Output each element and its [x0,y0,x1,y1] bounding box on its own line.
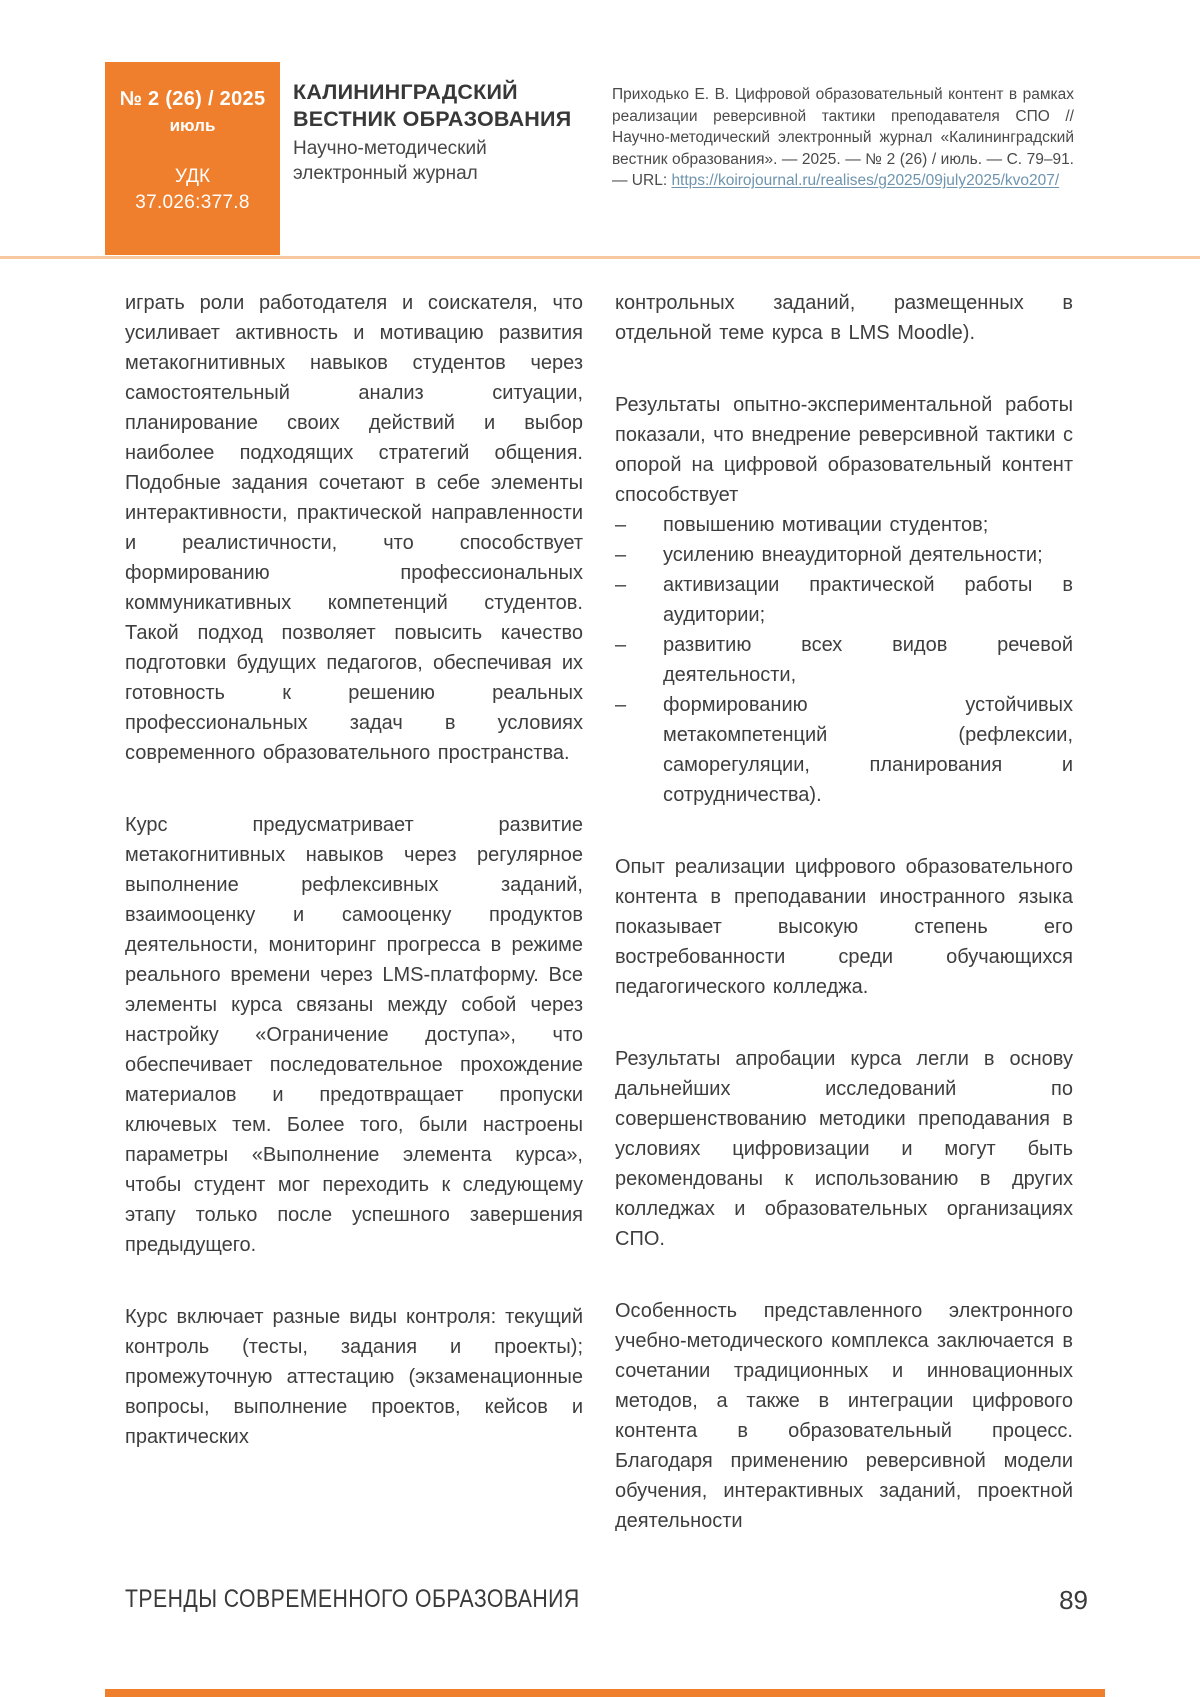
issue-number: № 2 (26) / 2025 [119,88,266,110]
journal-subtitle-line1: Научно-методический [293,138,487,159]
citation-url-link[interactable]: https://koirojournal.ru/realises/g2025/09july2025/kvo207/ [671,172,1060,189]
journal-title-line1: КАЛИНИНГРАДСКИЙ [293,80,518,104]
paragraph: Опыт реализации цифрового образовательного контента в преподавании иностранного языка показывает высокую степень его востребованности среди обучающихся педагогического колледжа. [615,856,1073,998]
dash-marker: – [615,544,627,566]
issue-box [105,62,280,255]
paragraph: Результаты апробации курса легли в основу дальнейших исследований по совершенствованию методики преподавания в условиях цифровизации и могут быть рекомендованы к использованию в других колледжах и образовательных организациях СПО. [615,1048,1073,1250]
journal-title-line2: ВЕСТНИК ОБРАЗОВАНИЯ [293,106,572,131]
header-divider [0,256,1200,259]
list-item-text: усилению внеаудиторной деятельности; [663,544,1043,566]
paragraph: Курс включает разные виды контроля: текущий контроль (тесты, задания и проекты); промежуточную аттестацию (экзаменационные вопросы, выполнение проектов, кейсов и практических [125,1306,583,1448]
paragraph: Особенность представленного электронного учебно-методического комплекса заключается в сочетании традиционных и инновационных методов, а также в интеграции цифрового контента в образовательный процесс. Благодаря применению реверсивной модели обучения, интерактивных заданий, проектной деятельности [615,1300,1073,1532]
udk-number: 37.026:377.8 [135,192,250,213]
footer-page-number: 89 [1059,1585,1088,1615]
list-item [615,690,1073,810]
footer-section-title: ТРЕНДЫ СОВРЕМЕННОГО ОБРАЗОВАНИЯ [125,1585,580,1613]
paragraph: Результаты опытно-экспериментальной работы показали, что внедрение реверсивной тактики с опорой на цифровой образовательный контент способствует [615,394,1073,506]
journal-title-block [293,79,571,186]
left-column [125,288,583,1536]
page-footer [125,1585,1088,1616]
dash-marker: – [615,694,627,716]
list-item-text: развитию всех видов речевой деятельности, [663,634,1073,686]
list-item-text: активизации практической работы в аудитории; [663,574,1073,626]
article-body [125,288,1073,1536]
dash-marker: – [615,514,627,536]
list-item [615,510,1073,540]
list-item-text: формированию устойчивых метакомпетенций (рефлексии, саморегуляции, планирования и сотрудничества). [663,694,1073,806]
list-item [615,570,1073,630]
paragraph: Курс предусматривает развитие метакогнитивных навыков через регулярное выполнение рефлексивных заданий, взаимооценку и самооценку продуктов деятельности, мониторинг прогресса в режиме реального времени через LMS-платформу. Все элементы курса связаны между собой через настройку «Ограничение доступа», что обеспечивает последовательное прохождение материалов и предотвращает пропуски ключевых тем. Более того, были настроены параметры «Выполнение элемента курса», чтобы студент мог переходить к следующему этапу только после успешного завершения предыдущего. [125,814,583,1256]
dash-marker: – [615,574,627,596]
paragraph: играть роли работодателя и соискателя, что усиливает активность и мотивацию развития метакогнитивных навыков студентов через самостоятельный анализ ситуации, планирование своих действий и выбор наиболее подходящих стратегий общения. Подобные задания сочетают в себе элементы интерактивности, практической направленности и реалистичности, что способствует формированию профессиональных коммуникативных компетенций студентов. Такой подход позволяет повысить качество подготовки будущих педагогов, обеспечивая их готовность к решению реальных профессиональных задач в условиях современного образовательного пространства. [125,292,583,764]
citation [612,84,1074,192]
list-item-text: повышению мотивации студентов; [663,514,989,536]
list-item [615,540,1073,570]
dash-marker: – [615,634,627,656]
paragraph: контрольных заданий, размещенных в отдельной теме курса в LMS Moodle). [615,292,1073,344]
right-column [615,288,1073,1536]
list-item [615,630,1073,690]
issue-month: июль [169,116,216,135]
citation-text: Приходько Е. В. Цифровой образовательный контент в рамках реализации реверсивной тактики преподавателя СПО // Научно-методический электронный журнал «Калининградский вестник образования». — 2025. — № 2 (26) / июль. — С. 79–91. — URL: [612,86,1074,189]
journal-subtitle-line2: электронный журнал [293,162,478,184]
udk-label: УДК [174,166,211,187]
bottom-accent-bar [105,1689,1105,1697]
results-list [615,510,1073,810]
